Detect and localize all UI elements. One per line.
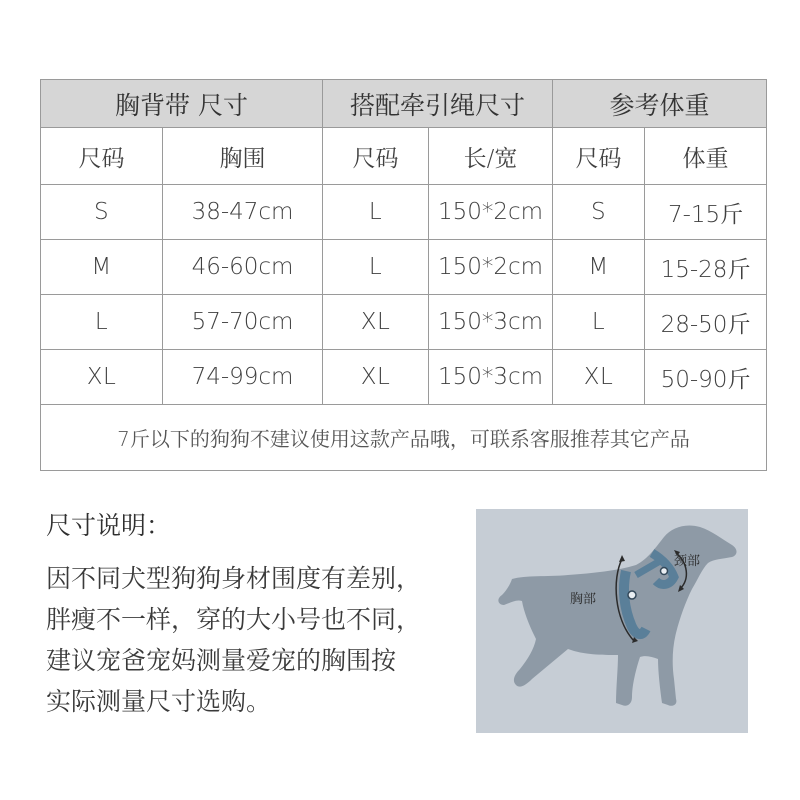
table-cell: L xyxy=(323,240,429,295)
harness-ring xyxy=(628,591,636,599)
table-cell: 150*3cm xyxy=(429,295,553,350)
table-cell: L xyxy=(41,295,163,350)
table-cell: XL xyxy=(323,295,429,350)
group-harness-size: 胸背带 尺寸 xyxy=(41,80,323,128)
group-reference-weight: 参考体重 xyxy=(553,80,767,128)
table-cell: L xyxy=(553,295,645,350)
arrow-head xyxy=(619,555,625,562)
size-notes-body xyxy=(46,558,456,722)
size-notes-line: 实际测量尺寸选购。 xyxy=(46,687,272,716)
size-chart-table xyxy=(40,79,767,471)
table-cell: 57-70cm xyxy=(163,295,323,350)
table-note: 7斤以下的狗狗不建议使用这款产品哦，可联系客服推荐其它产品 xyxy=(41,405,767,471)
subheader-size: 尺码 xyxy=(323,128,429,185)
group-header-row xyxy=(41,80,767,128)
table-note-row xyxy=(41,405,767,471)
subheader-size: 尺码 xyxy=(41,128,163,185)
dog-silhouette xyxy=(498,525,736,705)
subheader-length-width: 长/宽 xyxy=(429,128,553,185)
subheader-size: 尺码 xyxy=(553,128,645,185)
table-cell: S xyxy=(553,185,645,240)
subheader-chest: 胸围 xyxy=(163,128,323,185)
table-cell: XL xyxy=(41,350,163,405)
chest-label: 胸部 xyxy=(570,592,597,607)
size-notes-line: 胖瘦不一样，穿的大小号也不同， xyxy=(46,605,422,634)
harness-ring xyxy=(661,568,668,575)
table-cell: 38-47cm xyxy=(163,185,323,240)
subheader-row xyxy=(41,128,767,185)
dog-measurement-illustration xyxy=(476,509,748,733)
table-row xyxy=(41,185,767,240)
table-cell: XL xyxy=(323,350,429,405)
table-cell: S xyxy=(41,185,163,240)
table-cell: 15-28斤 xyxy=(645,240,767,295)
table-row xyxy=(41,240,767,295)
table-cell: 150*2cm xyxy=(429,240,553,295)
size-notes-line: 因不同犬型狗狗身材围度有差别， xyxy=(46,564,422,593)
table-cell: M xyxy=(553,240,645,295)
table-cell: 28-50斤 xyxy=(645,295,767,350)
table-cell: 7-15斤 xyxy=(645,185,767,240)
table-row xyxy=(41,350,767,405)
table-cell: L xyxy=(323,185,429,240)
table-cell: 150*3cm xyxy=(429,350,553,405)
table-cell: 46-60cm xyxy=(163,240,323,295)
table-cell: 50-90斤 xyxy=(645,350,767,405)
size-notes-title: 尺寸说明： xyxy=(46,511,172,540)
subheader-weight: 体重 xyxy=(645,128,767,185)
table-row xyxy=(41,295,767,350)
table-cell: 150*2cm xyxy=(429,185,553,240)
dog-illustration-svg xyxy=(476,509,748,733)
table-cell: 74-99cm xyxy=(163,350,323,405)
group-leash-size: 搭配牵引绳尺寸 xyxy=(323,80,553,128)
neck-label: 颈部 xyxy=(674,554,701,569)
size-notes-line: 建议宠爸宠妈测量爱宠的胸围按 xyxy=(46,646,397,675)
table-cell: XL xyxy=(553,350,645,405)
table-cell: M xyxy=(41,240,163,295)
